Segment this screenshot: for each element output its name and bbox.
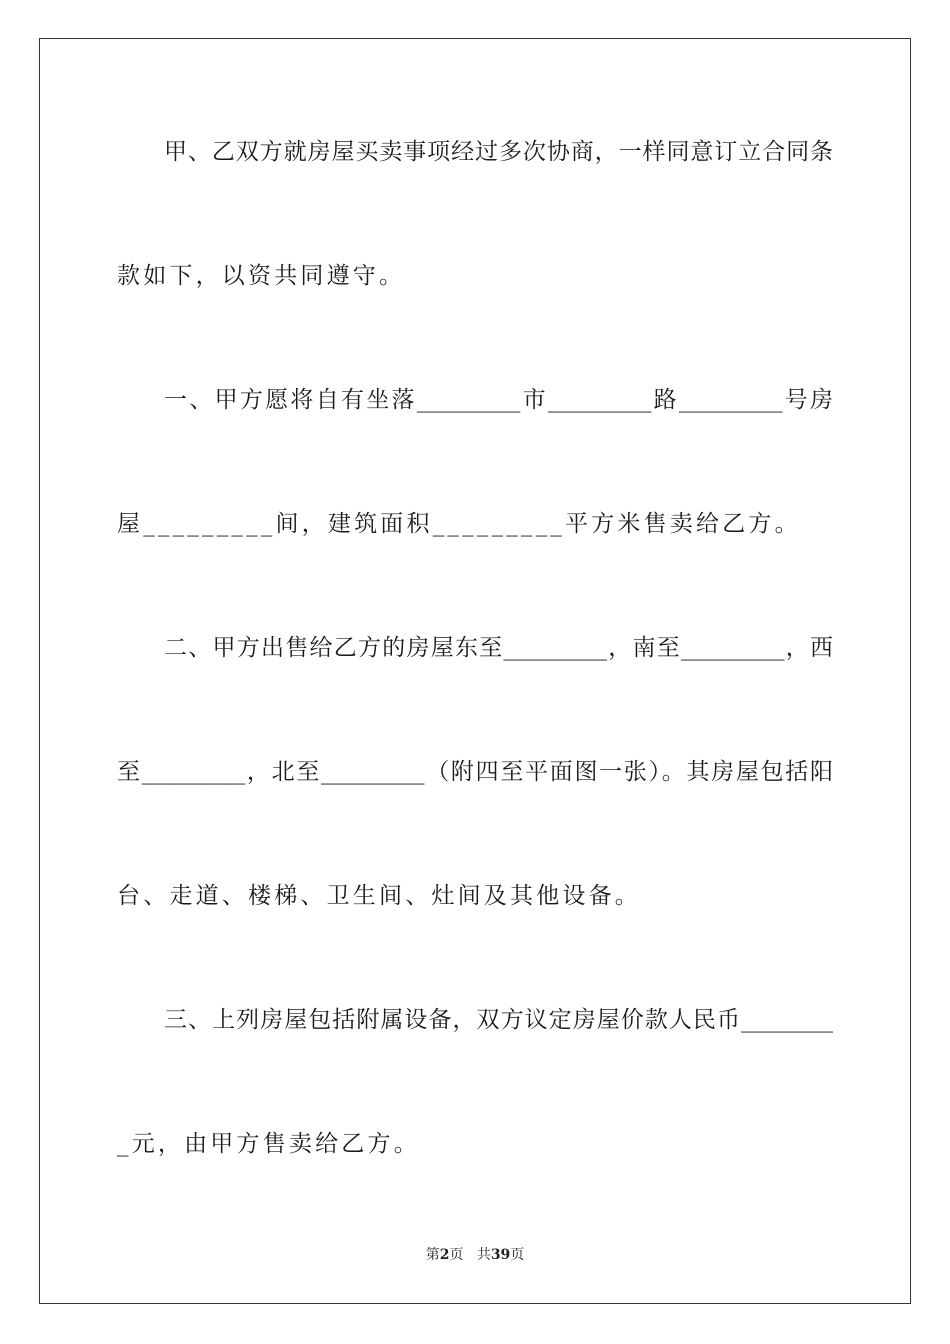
clause-2-line-2: 至_________，北至_________（附四至平面图一张）。其房屋包括阳	[117, 759, 833, 785]
total-pages: 39	[490, 1247, 511, 1263]
total-suffix: 页	[510, 1247, 525, 1263]
paragraph-intro-line-1: 甲、乙双方就房屋买卖事项经过多次协商，一样同意订立合同条	[164, 139, 833, 165]
paragraph-intro-line-2: 款如下，以资共同遵守。	[117, 263, 406, 289]
page-border	[39, 38, 911, 1304]
clause-3-line-1: 三、上列房屋包括附属设备，双方议定房屋价款人民币________	[164, 1007, 833, 1033]
clause-2-line-1: 二、甲方出售给乙方的房屋东至_________，南至_________，西	[164, 635, 833, 661]
clause-1-line-1: 一、甲方愿将自有坐落_________市_________路_________号房	[164, 387, 833, 413]
page-number: 2	[439, 1247, 450, 1263]
page-prefix: 第	[425, 1247, 440, 1263]
page-footer	[0, 1245, 950, 1265]
total-prefix: 共	[476, 1247, 491, 1263]
clause-2-line-3: 台、走道、楼梯、卫生间、灶间及其他设备。	[117, 883, 641, 909]
page-suffix: 页	[449, 1247, 464, 1263]
clause-1-line-2: 屋_________间，建筑面积_________平方米售卖给乙方。	[117, 511, 801, 537]
clause-3-line-2: _元，由甲方售卖给乙方。	[117, 1131, 420, 1157]
